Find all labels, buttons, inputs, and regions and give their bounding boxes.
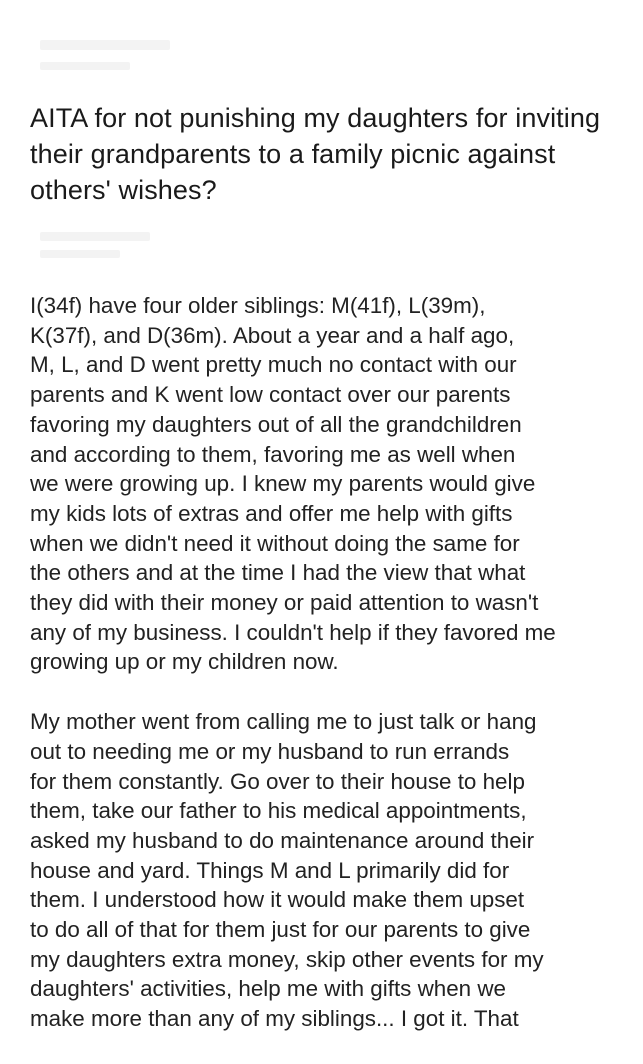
- post-body-line: favoring my daughters out of all the grandchildren: [30, 411, 522, 437]
- post-body-line: them, take our father to his medical appointments,: [30, 798, 527, 824]
- post-body-line: the others and at the time I had the view that what: [30, 560, 526, 586]
- post-body-line: K(37f), and D(36m). About a year and a half ago,: [30, 322, 515, 348]
- post-body-line: them. I understood how it would make them upset: [30, 887, 525, 913]
- ghost-text-line: [40, 250, 120, 258]
- post-paragraph: [30, 707, 630, 1034]
- ghost-text-line: [40, 232, 150, 241]
- post-body-line: to do all of that for them just for our parents to give: [30, 917, 531, 943]
- post-body-line: daughters' activities, help me with gifts when we: [30, 976, 506, 1002]
- post-body-line: I(34f) have four older siblings: M(41f), L(39m),: [30, 293, 486, 318]
- post-body-line: any of my business. I couldn't help if they favored me: [30, 619, 556, 645]
- post-body-line: My mother went from calling me to just talk or hang: [30, 709, 537, 735]
- post-body-line: my daughters extra money, skip other events for my: [30, 946, 544, 972]
- post-body-line: my kids lots of extras and offer me help with gifts: [30, 500, 513, 526]
- post-title-line: inviting their grandparents to a family: [30, 103, 601, 169]
- post-title-line: AITA for not punishing my daughters for: [30, 103, 508, 133]
- ghost-text-line: [40, 62, 130, 70]
- post-body-line: M, L, and D went pretty much no contact with our: [30, 352, 517, 378]
- post-body-line: for them constantly. Go over to their house to help: [30, 768, 525, 794]
- post-body-line: we were growing up. I knew my parents would give: [30, 471, 536, 497]
- ghost-text-line: [40, 40, 170, 50]
- post-body-line: and according to them, favoring me as well when: [30, 441, 516, 467]
- post-body: [30, 291, 630, 1064]
- post-title-line: picnic against others' wishes?: [30, 139, 556, 205]
- post-body-line: parents and K went low contact over our parents: [30, 382, 511, 408]
- post-body-line: out to needing me or my husband to run errands: [30, 738, 510, 764]
- post-body-line: growing up or my children now.: [30, 649, 339, 675]
- post-body-line: make more than any of my siblings... I got it. That: [30, 1006, 519, 1032]
- post-body-line: when we didn't need it without doing the same for: [30, 530, 520, 556]
- post-body-line: asked my husband to do maintenance around their: [30, 827, 535, 853]
- post-body-line: they did with their money or paid attention to wasn't: [30, 590, 539, 616]
- post-body-line: house and yard. Things M and L primarily did for: [30, 857, 510, 883]
- post-title: [30, 100, 620, 208]
- post-paragraph: [30, 291, 630, 677]
